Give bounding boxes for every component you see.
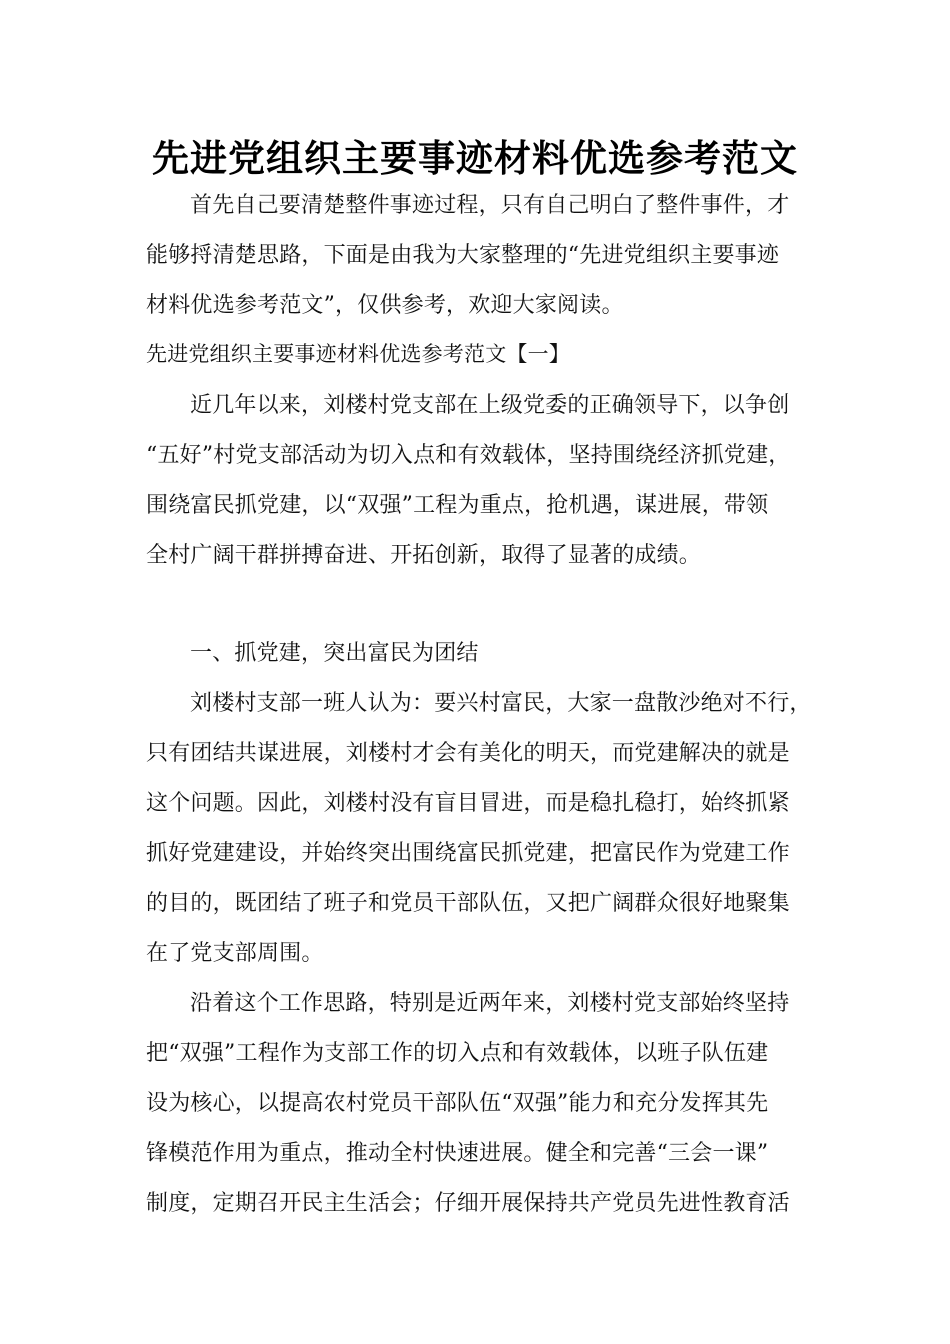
paragraph-line: 制度，定期召开民主生活会；仔细开展保持共产党员先进性教育活 bbox=[146, 1191, 790, 1216]
paragraph-line: 设为核心，以提高农村党员干部队伍“双强”能力和充分发挥其先 bbox=[146, 1091, 769, 1116]
paragraph-line: 这个问题。因此，刘楼村没有盲目冒进，而是稳扎稳打，始终抓紧 bbox=[146, 791, 790, 816]
paragraph-line: 抓好党建建设，并始终突出围绕富民抓党建，把富民作为党建工作 bbox=[146, 841, 790, 866]
paragraph-line: 沿着这个工作思路，特别是近两年来，刘楼村党支部始终坚持 bbox=[190, 991, 790, 1016]
paragraph-line: 首先自己要清楚整件事迹过程，只有自己明白了整件事件，才 bbox=[190, 193, 790, 218]
paragraph-line: 锋模范作用为重点，推动全村快速进展。健全和完善“三会一课” bbox=[146, 1141, 769, 1166]
paragraph-line: 近几年以来，刘楼村党支部在上级党委的正确领导下，以争创 bbox=[190, 393, 790, 418]
paragraph-line: 把“双强”工程作为支部工作的切入点和有效载体，以班子队伍建 bbox=[146, 1041, 769, 1066]
paragraph-line: 材料优选参考范文”，仅供参考，欢迎大家阅读。 bbox=[146, 293, 624, 318]
paragraph-line: 只有团结共谋进展，刘楼村才会有美化的明天，而党建解决的就是 bbox=[146, 741, 790, 766]
paragraph-line: 全村广阔干群拼搏奋进、开拓创新，取得了显著的成绩。 bbox=[146, 543, 702, 568]
paragraph-line: “五好”村党支部活动为切入点和有效载体，坚持围绕经济抓党建， bbox=[146, 443, 791, 468]
subsection-heading: 一、抓党建，突出富民为团结 bbox=[190, 641, 479, 666]
paragraph-line: 在了党支部周围。 bbox=[146, 941, 324, 966]
section-heading: 先进党组织主要事迹材料优选参考范文【一】 bbox=[146, 342, 570, 366]
paragraph-line: 刘楼村支部一班人认为：要兴村富民，大家一盘散沙绝对不行， bbox=[190, 691, 812, 716]
document-title: 先进党组织主要事迹材料优选参考范文 bbox=[152, 137, 798, 180]
paragraph-line: 能够捋清楚思路，下面是由我为大家整理的“先进党组织主要事迹 bbox=[146, 243, 780, 268]
paragraph-line: 的目的，既团结了班子和党员干部队伍，又把广阔群众很好地聚集 bbox=[146, 891, 790, 916]
paragraph-line: 围绕富民抓党建，以“双强”工程为重点，抢机遇，谋进展，带领 bbox=[146, 493, 769, 518]
